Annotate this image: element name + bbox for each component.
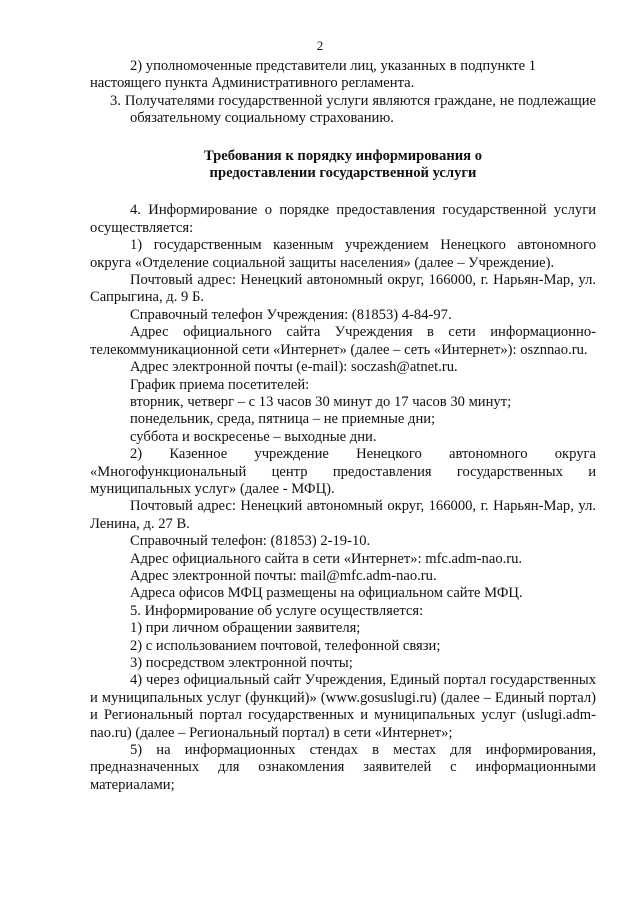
agency-website: Адрес официального сайта Учреждения в сети информационно-телекоммуникационной сети «Интернет» (далее – сеть «Интернет»): osznnao.ru. — [90, 324, 596, 358]
paragraph-2-1: 2) уполномоченные представители лиц, указанных в подпункте 1 — [130, 58, 536, 74]
mfc-offices: Адреса офисов МФЦ размещены на официальном сайте МФЦ. — [130, 585, 523, 602]
paragraph-2-1-cont: настоящего пункта Административного регламента. — [90, 75, 415, 92]
section-heading-line-1: Требования к порядку информирования о — [204, 147, 482, 164]
schedule-line-2: понедельник, среда, пятница – не приемные дни; — [130, 411, 436, 428]
schedule-title: График приема посетителей: — [130, 376, 310, 393]
paragraph-4-item-2: 2) Казенное учреждение Ненецкого автономного округа «Многофункциональный центр предоставления государственных и муниципальных услуг» (далее - МФЦ). — [90, 446, 596, 497]
agency-phone: Справочный телефон Учреждения: (81853) 4-84-97. — [130, 306, 452, 323]
paragraph-3: 3. Получателями государственной услуги являются граждане, не подлежащие обязательному социальному страхованию. — [110, 92, 596, 127]
paragraph-5-item-5: 5) на информационных стендах в местах для информирования, предназначенных для ознакомления заявителей с информационными материалами; — [90, 742, 596, 793]
section-heading-line-2: предоставлении государственной услуги — [209, 165, 477, 182]
mfc-postal-address: Почтовый адрес: Ненецкий автономный округ, 166000, г. Нарьян-Мар, ул. Ленина, д. 27 В. — [90, 498, 596, 532]
schedule-line-3: суббота и воскресенье – выходные дни. — [130, 428, 377, 445]
paragraph-5-item-2: 2) с использованием почтовой, телефонной связи; — [130, 637, 441, 654]
section-heading — [90, 148, 596, 183]
mfc-email: Адрес электронной почты: mail@mfc.adm-nao.ru. — [130, 567, 437, 584]
paragraph-5-item-3: 3) посредством электронной почты; — [130, 655, 353, 671]
agency-email: Адрес электронной почты (e-mail): soczash@atnet.ru. — [130, 359, 458, 376]
agency-postal-address: Почтовый адрес: Ненецкий автономный округ, 166000, г. Нарьян-Мар, ул. Сапрыгина, д. 9 Б. — [90, 272, 596, 306]
mfc-website: Адрес официального сайта в сети «Интернет»: mfc.adm-nao.ru. — [130, 550, 523, 567]
paragraph-4: 4. Информирование о порядке предоставления государственной услуги осуществляется: — [90, 202, 596, 236]
paragraph-5-item-4: 4) через официальный сайт Учреждения, Единый портал государственных и муниципальных услуг (функций)» (www.gosuslugi.ru) (далее – Единый портал) и Региональный портал государственных и муниципальных услуг (uslugi.adm-nao.ru) (далее – Региональный портал) в сети «Интернет»; — [90, 672, 596, 741]
page-number: 2 — [316, 38, 324, 53]
mfc-phone: Справочный телефон: (81853) 2-19-10. — [130, 533, 371, 550]
paragraph-5-item-1: 1) при личном обращении заявителя; — [130, 620, 361, 637]
document-body — [90, 58, 596, 794]
schedule-line-1: вторник, четверг – с 13 часов 30 минут до 17 часов 30 минут; — [130, 393, 512, 410]
paragraph-4-item-1: 1) государственным казенным учреждением Ненецкого автономного округа «Отделение социальной защиты населения» (далее – Учреждение). — [90, 237, 596, 271]
paragraph-5: 5. Информирование об услуге осуществляется: — [130, 602, 424, 619]
